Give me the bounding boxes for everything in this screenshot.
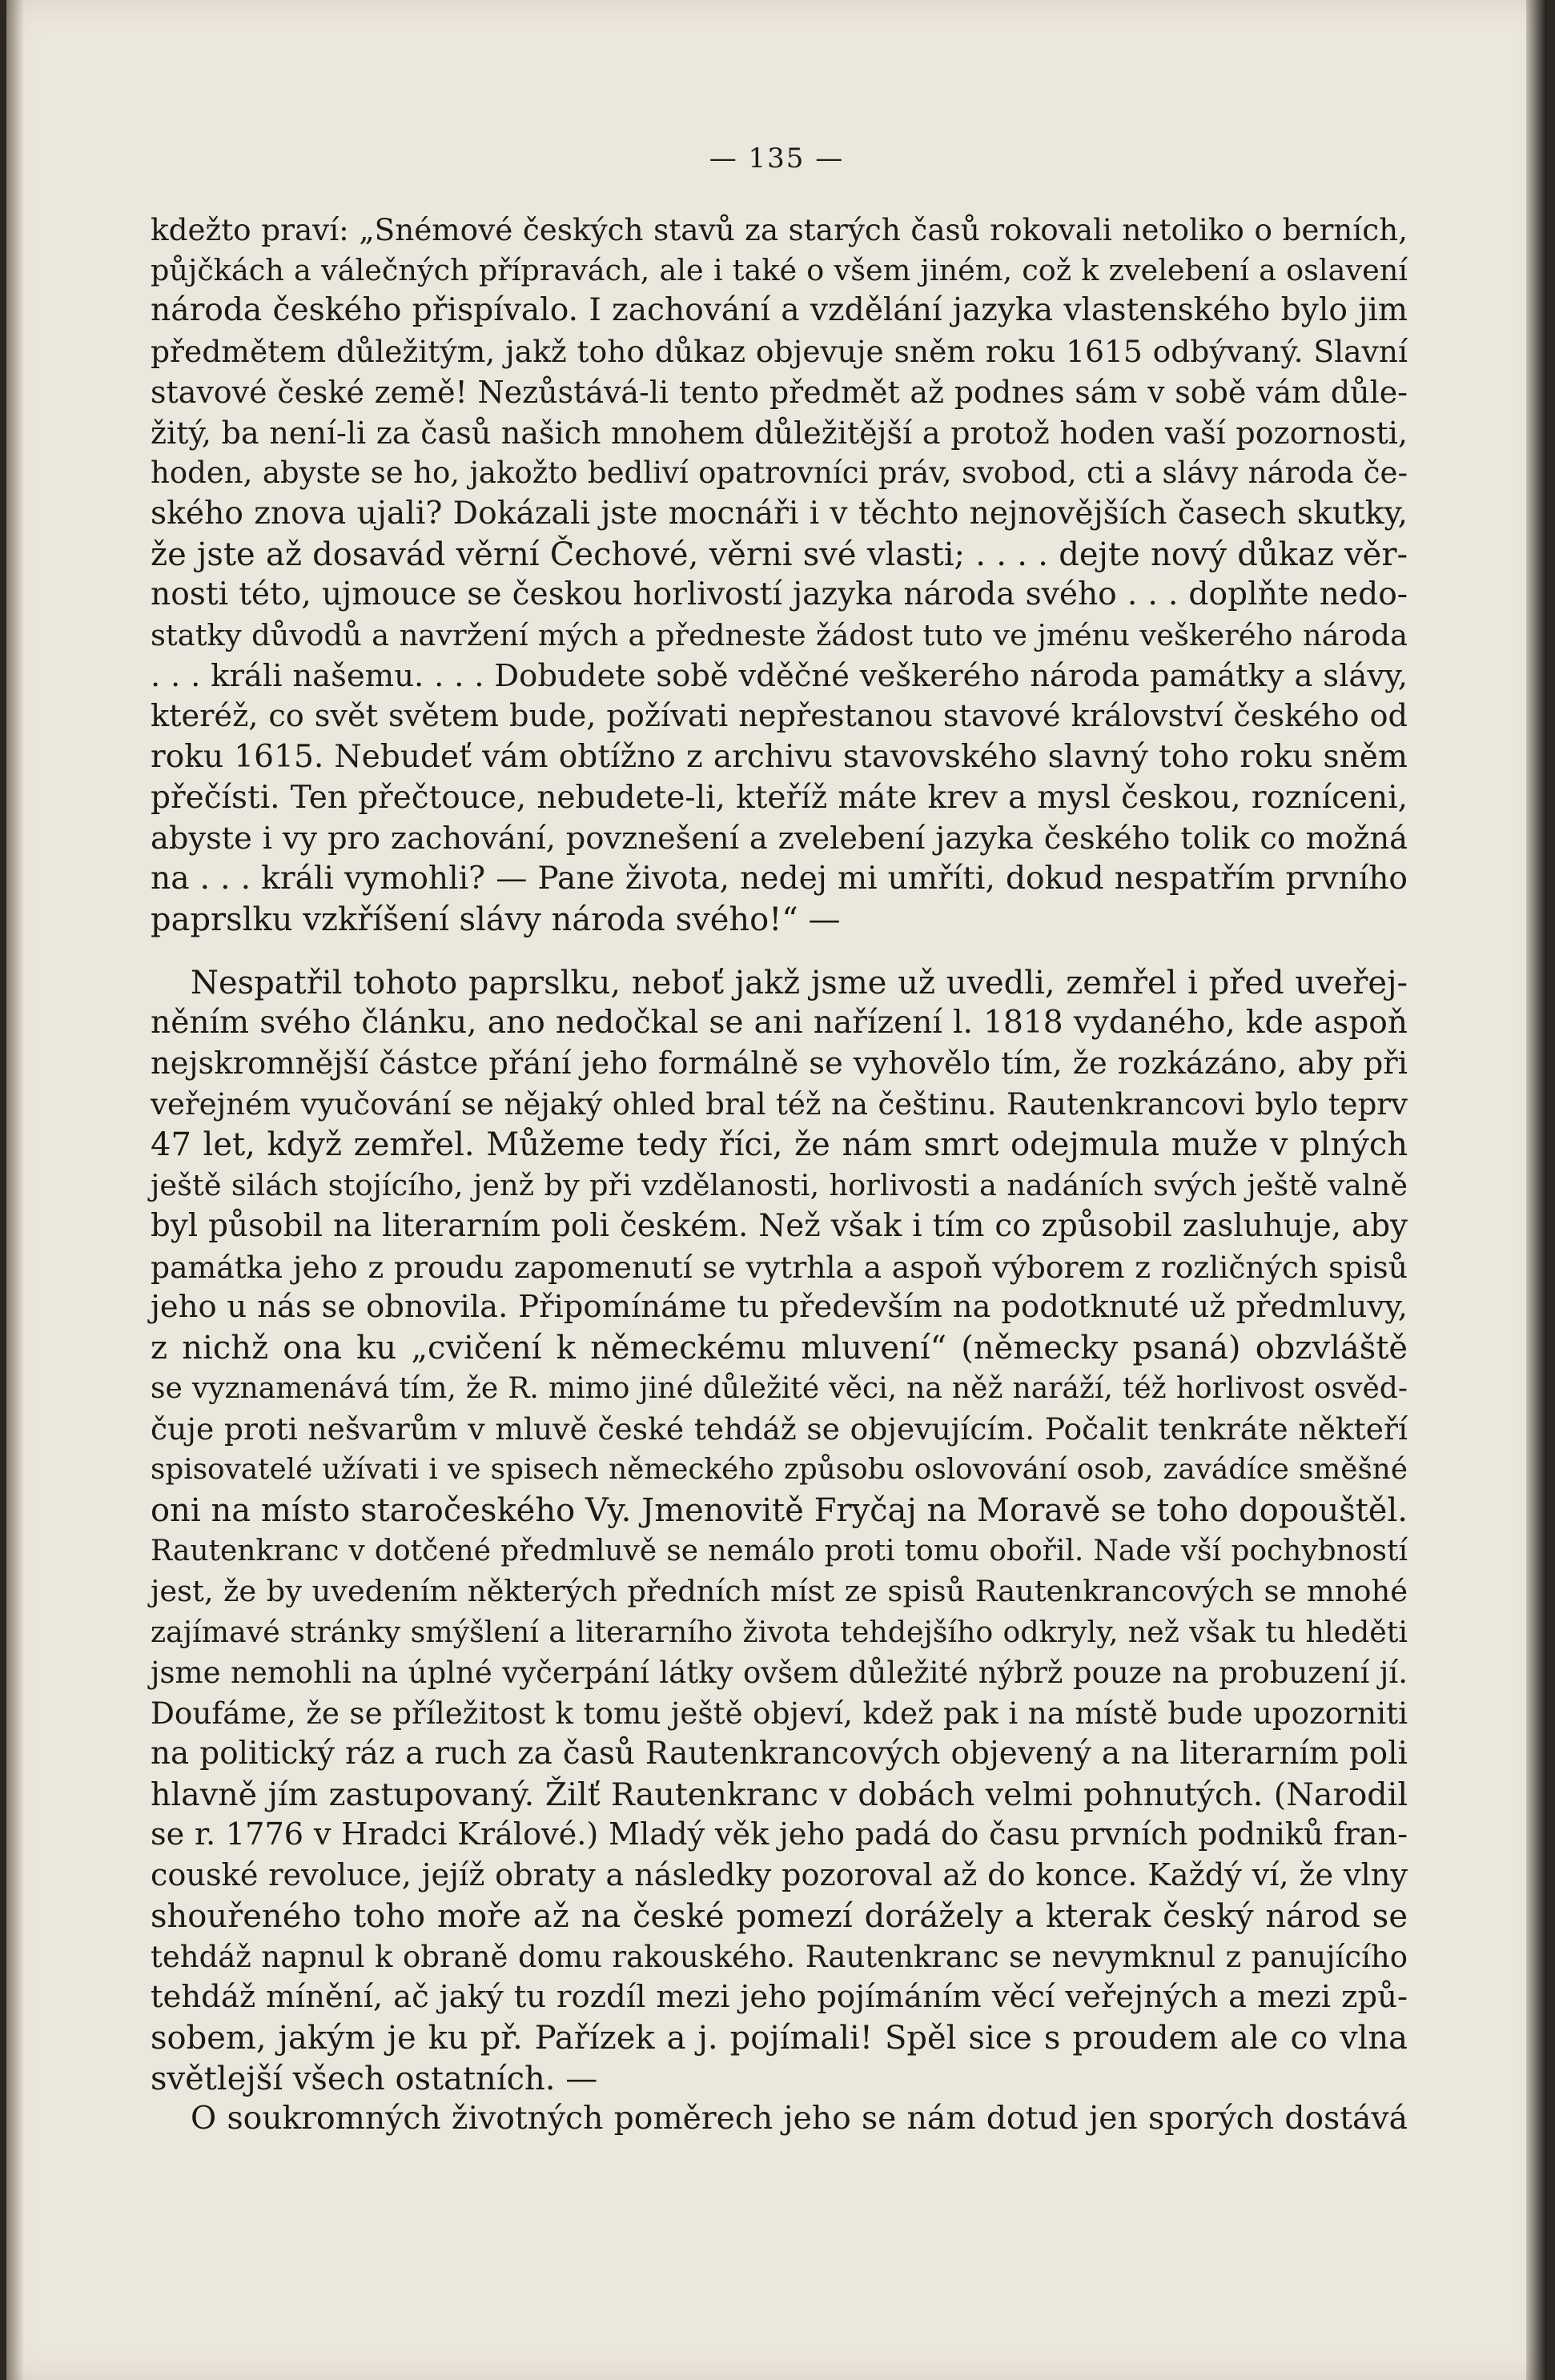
text-line: tehdáž napnul k obraně domu rakouského. Rautenkranc se nevymknul z panujícího — [151, 1939, 1408, 1974]
text-line: nosti této, ujmouce se českou horlivostí jazyka národa svého . . . doplňte nedo- — [151, 576, 1408, 613]
text-line: že jste až dosavád věrní Čechové, věrni své vlasti; . . . . dejte nový důkaz věr- — [151, 536, 1408, 573]
paragraph-3 — [151, 2099, 1408, 2140]
paragraph-2 — [151, 963, 1408, 2100]
text-line: kteréž, co svět světem bude, požívati nepřestanou stavové království českého od — [151, 699, 1408, 735]
text-line: hoden, abyste se ho, jakožto bedliví opatrovníci práv, svobod, cti a slávy národa če- — [151, 456, 1408, 491]
text-line: Rautenkranc v dotčené předmluvě se nemálo proti tomu obořil. Nade vší pochybností — [151, 1534, 1408, 1567]
text-line: žitý, ba není-li za časů našich mnohem důležitější a protož hoden vaší pozornosti, — [151, 415, 1408, 451]
text-line: čuje proti nešvarům v mluvě české tehdáž se objevujícím. Počalit tenkráte někteří — [151, 1411, 1408, 1447]
text-line: roku 1615. Nebudeť vám obtížno z archivu stavovského slavný toho roku sněm — [151, 739, 1408, 776]
text-line: byl působil na literarním poli českém. Než však i tím co způsobil zasluhuje, aby — [151, 1207, 1408, 1244]
text-line: O soukromných životných poměrech jeho se nám dotud jen sporých dostává — [191, 2101, 1408, 2137]
text-line: půjčkách a válečných přípravách, ale i také o všem jiném, což k zvelebení a oslavení — [151, 252, 1408, 287]
paragraph-1 — [151, 210, 1408, 941]
text-line: jsme nemohli na úplné vyčerpání látky ovšem důležité nýbrž pouze na probuzení jí. — [151, 1655, 1408, 1690]
text-line: ještě silách stojícího, jenž by při vzdělanosti, horlivosti a nadáních svých ještě valně — [151, 1168, 1408, 1203]
text-line: památka jeho z proudu zapomenutí se vytrhla a aspoň výborem z rozličných spisů — [151, 1249, 1408, 1285]
text-line: na politický ráz a ruch za časů Rautenkrancových objevený a na literarním poli — [151, 1736, 1408, 1772]
text-line: se vyznamenává tím, že R. mimo jiné důležité věci, na něž naráží, též horlivost osvěd- — [151, 1371, 1408, 1405]
text-line: se r. 1776 v Hradci Králové.) Mladý věk jeho padá do času prvních podniků fran- — [151, 1817, 1408, 1853]
page-number: — 135 — — [709, 142, 845, 175]
text-line: ského znova ujali? Dokázali jste mocnáři i v těchto nejnovějších časech skutky, — [151, 495, 1408, 532]
text-line: z nichž ona ku „cvičení k německému mluvení“ (německy psaná) obzvláště — [151, 1329, 1408, 1367]
text-line: tehdáž mínění, ač jaký tu rozdíl mezi jeho pojímáním věcí veřejných a mezi způ- — [151, 1979, 1408, 2016]
text-line: něním svého článku, ano nedočkal se ani nařízení l. 1818 vydaného, kde aspoň — [151, 1005, 1408, 1042]
text-line: přečísti. Ten přečtouce, nebudete-li, kteříž máte krev a mysl českou, rozníceni, — [151, 779, 1408, 816]
text-line: národa českého přispívalo. I zachování a vzdělání jazyka vlastenského bylo jim — [151, 292, 1408, 329]
text-line: kdežto praví: „Snémové českých stavů za starých časů rokovali netoliko o berních, — [151, 212, 1408, 247]
text-line: couské revoluce, jejíž obraty a následky pozoroval až do konce. Každý ví, že vlny — [151, 1858, 1408, 1894]
text-line: světlejší všech ostatních. — — [151, 2060, 598, 2097]
page-right-edge — [1526, 0, 1547, 2380]
text-line: nejskromnější částce přání jeho formálně se vyhovělo tím, že rozkázáno, aby při — [151, 1046, 1408, 1082]
text-line: abyste i vy pro zachování, povznešení a zvelebení jazyka českého tolik co možná — [151, 820, 1408, 857]
text-line: jest, že by uvedením některých předních míst ze spisů Rautenkrancových se mnohé — [151, 1574, 1408, 1609]
text-line: na . . . králi vymohli? — Pane života, nedej mi umříti, dokud nespatřím prvního — [151, 861, 1408, 897]
text-line: 47 let, když zemřel. Můžeme tedy říci, že nám smrt odejmula muže v plných — [151, 1126, 1408, 1164]
text-line: statky důvodů a navržení mých a předneste žádost tuto ve jménu veškerého národa — [151, 618, 1408, 653]
text-line: Doufáme, že se příležitost k tomu ještě objeví, kdež pak i na místě bude upozorniti — [151, 1696, 1408, 1732]
text-line: . . . králi našemu. . . . Dobudete sobě vděčné veškerého národa památky a slávy, — [151, 657, 1408, 694]
text-line: oni na místo staročeského Vy. Jmenovitě Fryčaj na Moravě se toho dopouštěl. — [151, 1491, 1408, 1529]
text-line: sobem, jakým je ku př. Pařízek a j. pojímali! Spěl sice s proudem ale co vlna — [151, 2019, 1408, 2057]
body-text — [151, 210, 1408, 2140]
text-line: paprslku vzkříšení slávy národa svého!“ — — [151, 901, 841, 938]
text-line: předmětem důležitým, jakž toho důkaz objevuje sněm roku 1615 odbývaný. Slavní — [151, 334, 1408, 370]
text-line: stavové české země! Nezůstává-li tento předmět až podnes sám v sobě vám důle- — [151, 374, 1408, 410]
text-line: Nespatřil tohoto paprslku, neboť jakž jsme už uvedli, zemřel i před uveřej- — [191, 964, 1408, 1001]
scanned-page — [6, 0, 1547, 2380]
text-line: jeho u nás se obnovila. Připomínáme tu především na podotknuté už předmluvy, — [151, 1289, 1408, 1326]
text-line: zajímavé stránky smýšlení a literarního života tehdejšího odkryly, než však tu hleděti — [151, 1614, 1408, 1649]
text-line: shouřeného toho moře až na české pomezí dorážely a kterak český národ se — [151, 1897, 1408, 1935]
text-line: spisovatelé užívati i ve spisech německého způsobu oslovování osob, zavádíce směšné — [151, 1453, 1408, 1487]
text-line: veřejném vyučování se nějaký ohled bral též na češtinu. Rautenkrancovi bylo teprv — [151, 1086, 1408, 1122]
page-gutter-shadow — [6, 0, 24, 2380]
paragraph-gap — [151, 941, 1408, 963]
text-line: hlavně jím zastupovaný. Žilť Rautenkranc v dobách velmi pohnutých. (Narodil — [151, 1776, 1408, 1813]
